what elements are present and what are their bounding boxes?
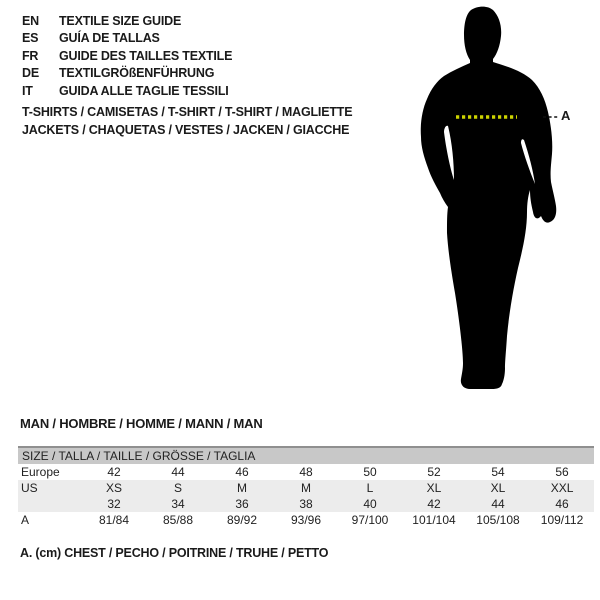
language-row	[22, 13, 232, 30]
table-cell: 56	[555, 465, 569, 479]
table-cell: 44	[466, 496, 530, 512]
measure-label-a: A	[561, 108, 571, 123]
table-cell: XL	[466, 480, 530, 496]
table-cell: 38	[274, 496, 338, 512]
table-cell: 101/104	[412, 513, 456, 527]
table-header: SIZE / TALLA / TAILLE / GRÖSSE / TAGLIA	[18, 447, 594, 464]
language-code: ES	[22, 31, 39, 46]
table-cell: M	[274, 480, 338, 496]
language-label: TEXTILE SIZE GUIDE	[59, 14, 182, 28]
table-row-europe	[18, 464, 594, 480]
language-code: EN	[22, 14, 39, 28]
table-cell: XXL	[530, 480, 594, 496]
table-header-row	[18, 447, 594, 464]
language-row	[22, 30, 232, 47]
table-row-us-numeric	[18, 496, 594, 512]
language-code: IT	[22, 83, 33, 98]
table-cell: 42	[107, 465, 121, 479]
table-cell: 42	[402, 496, 466, 512]
language-code: FR	[22, 48, 39, 63]
table-cell: 93/96	[290, 513, 322, 527]
language-label: GUIDE DES TAILLES TEXTILE	[59, 48, 233, 63]
table-cell: 50	[363, 465, 377, 479]
table-cell: L	[338, 480, 402, 496]
table-cell: XS	[82, 480, 146, 496]
table-cell: 46	[235, 465, 249, 479]
language-list	[22, 13, 232, 100]
row-label: Europe	[21, 465, 60, 479]
row-label	[18, 496, 82, 512]
man-silhouette-shape	[421, 7, 557, 389]
table-cell: 54	[491, 465, 505, 479]
table-cell: 89/92	[226, 513, 258, 527]
table-row-us	[18, 480, 594, 496]
category-jackets: JACKETS / CHAQUETAS / VESTES / JACKEN / GIACCHE	[22, 123, 350, 137]
table-cell: 97/100	[351, 513, 389, 527]
table-cell: 52	[427, 465, 441, 479]
measurement-footnote: A. (cm) CHEST / PECHO / POITRINE / TRUHE / PETTO	[20, 546, 329, 560]
row-label: A	[21, 513, 30, 527]
language-row	[22, 83, 232, 100]
table-cell: 85/88	[162, 513, 194, 527]
table-cell: 48	[299, 465, 313, 479]
table-cell: 40	[338, 496, 402, 512]
table-cell: 109/112	[540, 513, 584, 527]
language-label: GUIDA ALLE TAGLIE TESSILI	[59, 83, 229, 98]
category-tshirts: T-SHIRTS / CAMISETAS / T-SHIRT / T-SHIRT / MAGLIETTE	[22, 105, 353, 119]
row-label: US	[18, 480, 82, 496]
size-table	[18, 446, 594, 528]
table-cell: 44	[171, 465, 185, 479]
table-cell: S	[146, 480, 210, 496]
section-title-man: MAN / HOMBRE / HOMME / MANN / MAN	[20, 416, 263, 431]
table-cell: M	[210, 480, 274, 496]
table-cell: XL	[402, 480, 466, 496]
table-cell: 32	[82, 496, 146, 512]
language-label: GUÍA DE TALLAS	[59, 31, 160, 46]
language-row	[22, 48, 232, 65]
category-list	[22, 103, 352, 139]
table-row-chest-a	[18, 512, 594, 528]
man-silhouette	[405, 2, 580, 400]
table-cell: 81/84	[98, 513, 130, 527]
language-row	[22, 65, 232, 82]
table-cell: 36	[210, 496, 274, 512]
table-cell: 34	[146, 496, 210, 512]
language-code: DE	[22, 66, 39, 81]
table-cell: 105/108	[476, 513, 520, 527]
table-cell: 46	[530, 496, 594, 512]
language-label: TEXTILGRÖßENFÜHRUNG	[59, 66, 215, 81]
